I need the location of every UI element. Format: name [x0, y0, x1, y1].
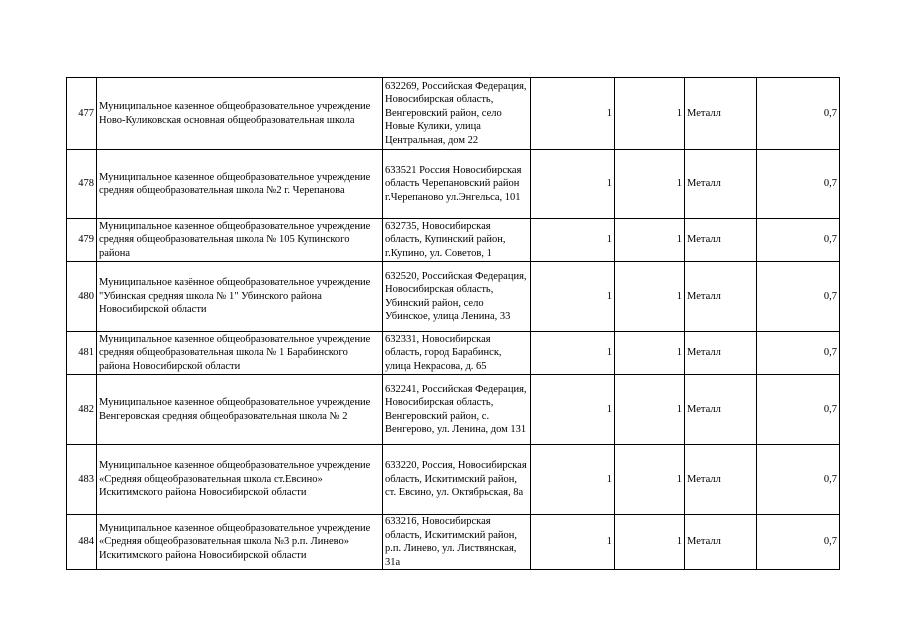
material-cell: Металл	[685, 375, 757, 445]
row-number: 479	[67, 219, 97, 262]
weight-cell: 0,7	[757, 150, 840, 219]
row-number: 478	[67, 150, 97, 219]
weight-cell: 0,7	[757, 515, 840, 570]
quantity-cell: 1	[615, 219, 685, 262]
quantity-cell: 1	[615, 150, 685, 219]
table-row	[67, 150, 840, 219]
material-cell: Металл	[685, 515, 757, 570]
material-cell: Металл	[685, 445, 757, 515]
institution-address: 633521 Россия Новосибирская область Черепановский район г.Черепаново ул.Энгельса, 101	[383, 150, 531, 219]
material-cell: Металл	[685, 150, 757, 219]
institution-address: 632520, Российская Федерация, Новосибирская область, Убинский район, село Убинское, улица Ленина, 33	[383, 262, 531, 332]
quantity-cell: 1	[615, 262, 685, 332]
quantity-cell: 1	[615, 445, 685, 515]
quantity-cell: 1	[531, 515, 615, 570]
quantity-cell: 1	[615, 375, 685, 445]
weight-cell: 0,7	[757, 219, 840, 262]
quantity-cell: 1	[531, 332, 615, 375]
weight-cell: 0,7	[757, 332, 840, 375]
institution-address: 632241, Российская Федерация, Новосибирская область, Венгеровский район, с. Венгерово, ул. Ленина, дом 131	[383, 375, 531, 445]
quantity-cell: 1	[531, 150, 615, 219]
institution-address: 633216, Новосибирская область, Искитимский район, р.п. Линево, ул. Листвянская, 31а	[383, 515, 531, 570]
weight-cell: 0,7	[757, 262, 840, 332]
row-number: 477	[67, 78, 97, 150]
table-row	[67, 445, 840, 515]
weight-cell: 0,7	[757, 375, 840, 445]
material-cell: Металл	[685, 262, 757, 332]
institution-name: Муниципальное казённое общеобразовательное учреждение "Убинская средняя школа № 1" Убинского района Новосибирской области	[97, 262, 383, 332]
quantity-cell: 1	[615, 332, 685, 375]
material-cell: Металл	[685, 332, 757, 375]
table-row	[67, 332, 840, 375]
institution-address: 632331, Новосибирская область, город Барабинск, улица Некрасова, д. 65	[383, 332, 531, 375]
row-number: 483	[67, 445, 97, 515]
institution-address: 633220, Россия, Новосибирская область, Искитимский район, ст. Евсино, ул. Октябрьская, 8а	[383, 445, 531, 515]
quantity-cell: 1	[615, 515, 685, 570]
row-number: 482	[67, 375, 97, 445]
institution-address: 632735, Новосибирская область, Купинский район, г.Купино, ул. Советов, 1	[383, 219, 531, 262]
row-number: 481	[67, 332, 97, 375]
quantity-cell: 1	[531, 78, 615, 150]
institution-address: 632269, Российская Федерация, Новосибирская область, Венгеровский район, село Новые Кулики, улица Центральная, дом 22	[383, 78, 531, 150]
table-row	[67, 515, 840, 570]
row-number: 484	[67, 515, 97, 570]
institution-name: Муниципальное казенное общеобразовательное учреждение средняя общеобразовательная школа № 1 Барабинского района Новосибирской области	[97, 332, 383, 375]
institution-name: Муниципальное казенное общеобразовательное учреждение средняя общеобразовательная школа № 105 Купинского района	[97, 219, 383, 262]
institution-name: Муниципальное казенное общеобразовательное учреждение «Средняя общеобразовательная школа №3 р.п. Линево» Искитимского района Новосибирской области	[97, 515, 383, 570]
table-row	[67, 78, 840, 150]
material-cell: Металл	[685, 78, 757, 150]
registry-table	[66, 77, 840, 570]
row-number: 480	[67, 262, 97, 332]
quantity-cell: 1	[531, 375, 615, 445]
institution-name: Муниципальное казенное общеобразовательное учреждение «Средняя общеобразовательная школа ст.Евсино» Искитимского района Новосибирской области	[97, 445, 383, 515]
weight-cell: 0,7	[757, 445, 840, 515]
quantity-cell: 1	[531, 445, 615, 515]
institution-name: Муниципальное казенное общеобразовательное учреждение Венгеровская средняя общеобразовательная школа № 2	[97, 375, 383, 445]
table-row	[67, 262, 840, 332]
institution-name: Муниципальное казенное общеобразовательное учреждение Ново-Куликовская основная общеобразовательная школа	[97, 78, 383, 150]
quantity-cell: 1	[531, 219, 615, 262]
table-row	[67, 375, 840, 445]
weight-cell: 0,7	[757, 78, 840, 150]
table-row	[67, 219, 840, 262]
material-cell: Металл	[685, 219, 757, 262]
quantity-cell: 1	[531, 262, 615, 332]
quantity-cell: 1	[615, 78, 685, 150]
institution-name: Муниципальное казенное общеобразовательное учреждение средняя общеобразовательная школа №2 г. Черепанова	[97, 150, 383, 219]
